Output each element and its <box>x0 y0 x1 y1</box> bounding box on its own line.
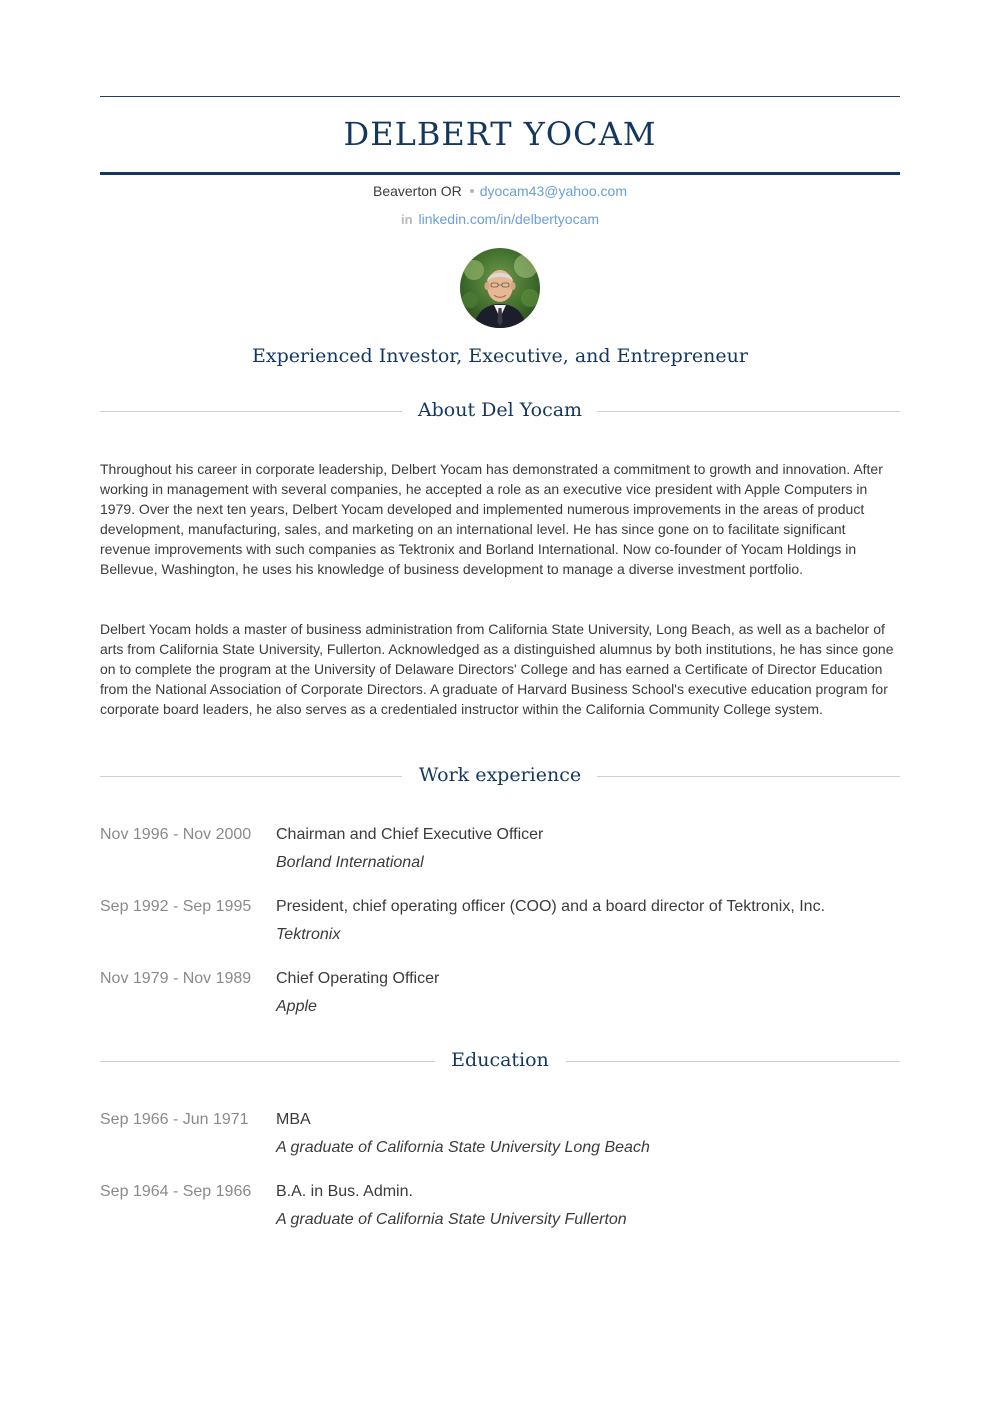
section-title-work: Work experience <box>418 764 582 786</box>
linkedin-icon: in <box>400 212 413 227</box>
education-degree: B.A. in Bus. Admin. <box>276 1183 413 1200</box>
work-organization: Apple <box>276 998 317 1015</box>
separator-dot-icon <box>470 189 474 193</box>
contact-line <box>100 182 900 200</box>
work-organization: Borland International <box>276 854 424 871</box>
section-header-education <box>100 1045 900 1075</box>
headline: Experienced Investor, Executive, and Entrepreneur <box>252 345 748 367</box>
education-dates: Sep 1964 - Sep 1966 <box>100 1183 252 1200</box>
avatar-photo-icon <box>460 248 540 328</box>
work-dates: Nov 1979 - Nov 1989 <box>100 970 252 987</box>
header-bottom-rule <box>100 172 900 175</box>
work-role: President, chief operating officer (COO) and a board director of Tektronix, Inc. <box>276 898 826 915</box>
education-degree: MBA <box>276 1111 311 1128</box>
email-link[interactable]: dyocam43@yahoo.com <box>479 183 627 199</box>
work-dates: Sep 1992 - Sep 1995 <box>100 898 252 915</box>
work-role: Chairman and Chief Executive Officer <box>276 826 544 843</box>
header-top-rule <box>100 96 900 97</box>
education-institution: A graduate of California State University Fullerton <box>276 1211 627 1228</box>
section-header-about <box>100 395 900 425</box>
linkedin-line <box>100 210 900 229</box>
about-paragraph-1: Throughout his career in corporate leadership, Delbert Yocam has demonstrated a commitment to growth and innovation. After working in management with several companies, he accepted a role as an executive vice president with Apple Computers in 1979. Over the next ten years, Delbert Yocam developed and implemented numerous improvements in the areas of product development, manufacturing, sales, and marketing on an international level. He has since gone on to facilitate significant revenue improvements with such companies as Tektronix and Borland International. Now co-founder of Yocam Holdings in Bellevue, Washington, he uses his knowledge of business development to manage a diverse investment portfolio. <box>100 461 883 577</box>
section-header-work <box>100 760 900 790</box>
work-role: Chief Operating Officer <box>276 970 440 987</box>
education-institution: A graduate of California State University Long Beach <box>276 1139 650 1156</box>
candidate-name: DELBERT YOCAM <box>343 115 657 153</box>
about-paragraph-2: Delbert Yocam holds a master of business administration from California State University, Long Beach, as well as a bachelor of arts from California State University, Fullerton. Acknowledged as a distinguished alumnus by both institutions, he has since gone on to complete the program at the University of Delaware Directors' College and has earned a Certificate of Director Education from the National Association of Corporate Directors. A graduate of Harvard Business School's executive education program for corporate board leaders, he also serves as a credentialed instructor within the California Community College system. <box>100 621 894 717</box>
work-dates: Nov 1996 - Nov 2000 <box>100 826 252 843</box>
linkedin-link[interactable]: linkedin.com/in/delbertyocam <box>418 211 600 227</box>
section-title-about: About Del Yocam <box>417 399 583 421</box>
section-title-education: Education <box>451 1049 549 1071</box>
work-organization: Tektronix <box>276 926 341 943</box>
avatar <box>460 248 540 328</box>
location-text: Beaverton OR <box>372 183 462 199</box>
education-dates: Sep 1966 - Jun 1971 <box>100 1111 249 1128</box>
